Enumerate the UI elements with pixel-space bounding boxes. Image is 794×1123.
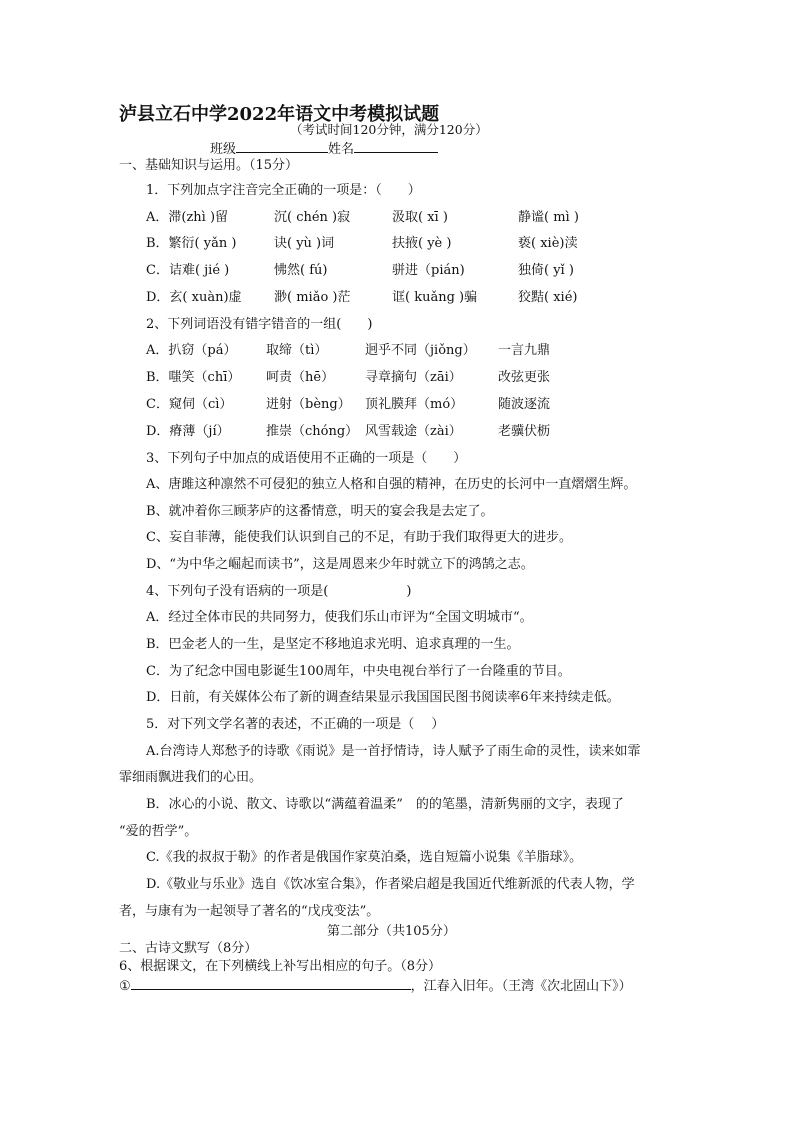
section2-heading: 二、古诗文默写（8分） <box>119 941 258 956</box>
q2-option: 一言九鼎 <box>498 343 551 358</box>
q1-option: 沉( chén )寂 <box>274 210 351 225</box>
q1-option: B．繁衍( yǎn ) <box>146 236 237 251</box>
q1-option: A．滞(zhì )留 <box>146 210 229 225</box>
exam-title: 泸县立石中学2022年语文中考模拟试题 <box>119 104 440 125</box>
q6-stem: 6、根据课文，在下列横线上补写出相应的句子。（8分） <box>119 959 442 974</box>
section1-heading: 一、基础知识与运用。（15分） <box>119 158 299 173</box>
q3-stem: 3、下列句子中加点的成语使用不正确的一项是（ ） <box>146 451 467 466</box>
q3-option: A、唐雎这种凛然不可侵犯的独立人格和自强的精神，在历史的长河中一直熠熠生辉。 <box>146 477 637 492</box>
q2-option: 风雪载途（zài） <box>365 424 462 439</box>
q1-option: 汲取( xī ) <box>392 210 448 225</box>
q1-option: 诓( kuǎng )骗 <box>392 290 478 305</box>
q1-option: 亵( xiè)渎 <box>518 236 578 251</box>
q1-option-row <box>146 290 646 306</box>
q1-option-row <box>146 263 646 279</box>
name-blank <box>354 140 438 153</box>
q2-option: D．瘠薄（jí） <box>146 424 230 439</box>
q2-option: 改弦更张 <box>498 370 551 385</box>
class-label: 班级 <box>210 142 237 157</box>
q4-option: D．日前，有关媒体公布了新的调查结果显示我国国民图书阅读率6年来持续走低。 <box>146 690 620 705</box>
q1-option: 诀( yù )词 <box>274 236 335 251</box>
q4-stem: 4、下列句子没有语病的一项是( ) <box>146 584 412 599</box>
q2-option-row <box>146 397 646 413</box>
q1-option: 渺( miǎo )茫 <box>274 290 351 305</box>
q5-option-a: A.台湾诗人郑愁予的诗歌《雨说》是一首抒情诗，诗人赋予了雨生命的灵性，读来如霏 <box>146 744 641 759</box>
q2-option: 寻章摘句（zāi） <box>365 370 462 385</box>
q2-option: B．嗤笑（chī） <box>146 370 241 385</box>
name-label: 姓名 <box>328 142 355 157</box>
q2-stem: 2、下列词语没有错字错音的一组( ) <box>146 317 373 332</box>
q1-option: 怫然( fú) <box>274 263 328 278</box>
q1-stem: 1．下列加点字注音完全正确的一项是：（ ） <box>146 183 421 198</box>
q6-item-1-text: ，江春入旧年。（王湾《次北固山下》） <box>410 979 632 994</box>
q1-option: 狡黠( xié) <box>518 290 578 305</box>
q2-option: 老骥伏枥 <box>498 424 551 439</box>
q2-option: C．窥伺（cì） <box>146 397 233 412</box>
q3-option: B、就冲着你三顾茅庐的这番情意，明天的宴会我是去定了。 <box>146 504 494 519</box>
q5-option-c: C.《我的叔叔于勒》的作者是俄国作家莫泊桑，选自短篇小说集《羊脂球》。 <box>146 850 583 865</box>
q1-option: C．诘难( jié ) <box>146 263 230 278</box>
q4-option: C．为了纪念中国电影诞生100周年，中央电视台举行了一台隆重的节目。 <box>146 664 571 679</box>
q6-item-1-number: ① <box>119 979 131 994</box>
q2-option: 推崇（chóng） <box>266 424 359 439</box>
q5-stem: 5．对下列文学名著的表述，不正确的一项是（ ） <box>146 717 445 732</box>
q1-option: 独倚( yǐ ) <box>518 263 574 278</box>
q2-option-row <box>146 343 646 359</box>
q1-option-row <box>146 210 646 226</box>
q5-option-b: B．冰心的小说、散文、诗歌以“满蕴着温柔” 的的笔墨，清新隽丽的文字，表现了 <box>146 797 624 812</box>
q3-option: D、“为中华之崛起而读书”，这是周恩来少年时就立下的鸿鹄之志。 <box>146 557 534 572</box>
q5-option-d-cont: 者，与康有为一起领导了著名的“戊戌变法”。 <box>119 904 380 919</box>
q6-item-1 <box>119 977 632 995</box>
q2-option: 迥乎不同（jiǒng） <box>365 343 476 358</box>
q4-option: B．巴金老人的一生，是坚定不移地追求光明、追求真理的一生。 <box>146 637 520 652</box>
q1-option: D．玄( xuàn)虚 <box>146 290 242 305</box>
q2-option: A．扒窃（pá） <box>146 343 237 358</box>
q1-option-row <box>146 236 646 252</box>
q2-option: 顶礼膜拜（mó） <box>365 397 464 412</box>
q2-option: 随波逐流 <box>498 397 551 412</box>
q1-option: 静谧( mì ) <box>518 210 579 225</box>
q5-option-d: D.《敬业与乐业》选自《饮冰室合集》，作者梁启超是我国近代维新派的代表人物，学 <box>146 877 635 892</box>
q5-option-a-cont: 霏细雨飘进我们的心田。 <box>119 770 263 785</box>
q1-option: 扶掖( yè ) <box>392 236 452 251</box>
part2-heading: 第二部分（共105分） <box>327 924 456 939</box>
q2-option: 取缔（tì） <box>266 343 328 358</box>
q6-item-1-blank[interactable] <box>131 977 411 990</box>
q2-option: 呵责（hē） <box>266 370 335 385</box>
q1-option: 骈进（pián) <box>392 263 465 278</box>
q3-option: C、妄自菲薄，能使我们认识到自己的不足，有助于我们取得更大的进步。 <box>146 530 572 545</box>
q2-option-row <box>146 424 646 440</box>
q5-option-b-cont: “爱的哲学”。 <box>119 824 198 839</box>
q2-option: 迸射（bèng） <box>266 397 351 412</box>
q4-option: A．经过全体市民的共同努力，使我们乐山市评为“全国文明城市“。 <box>146 610 533 625</box>
exam-subtitle: （考试时间120分钟，满分120分） <box>290 122 488 137</box>
class-name-line <box>210 140 438 158</box>
q2-option-row <box>146 370 646 386</box>
class-blank <box>236 140 328 153</box>
